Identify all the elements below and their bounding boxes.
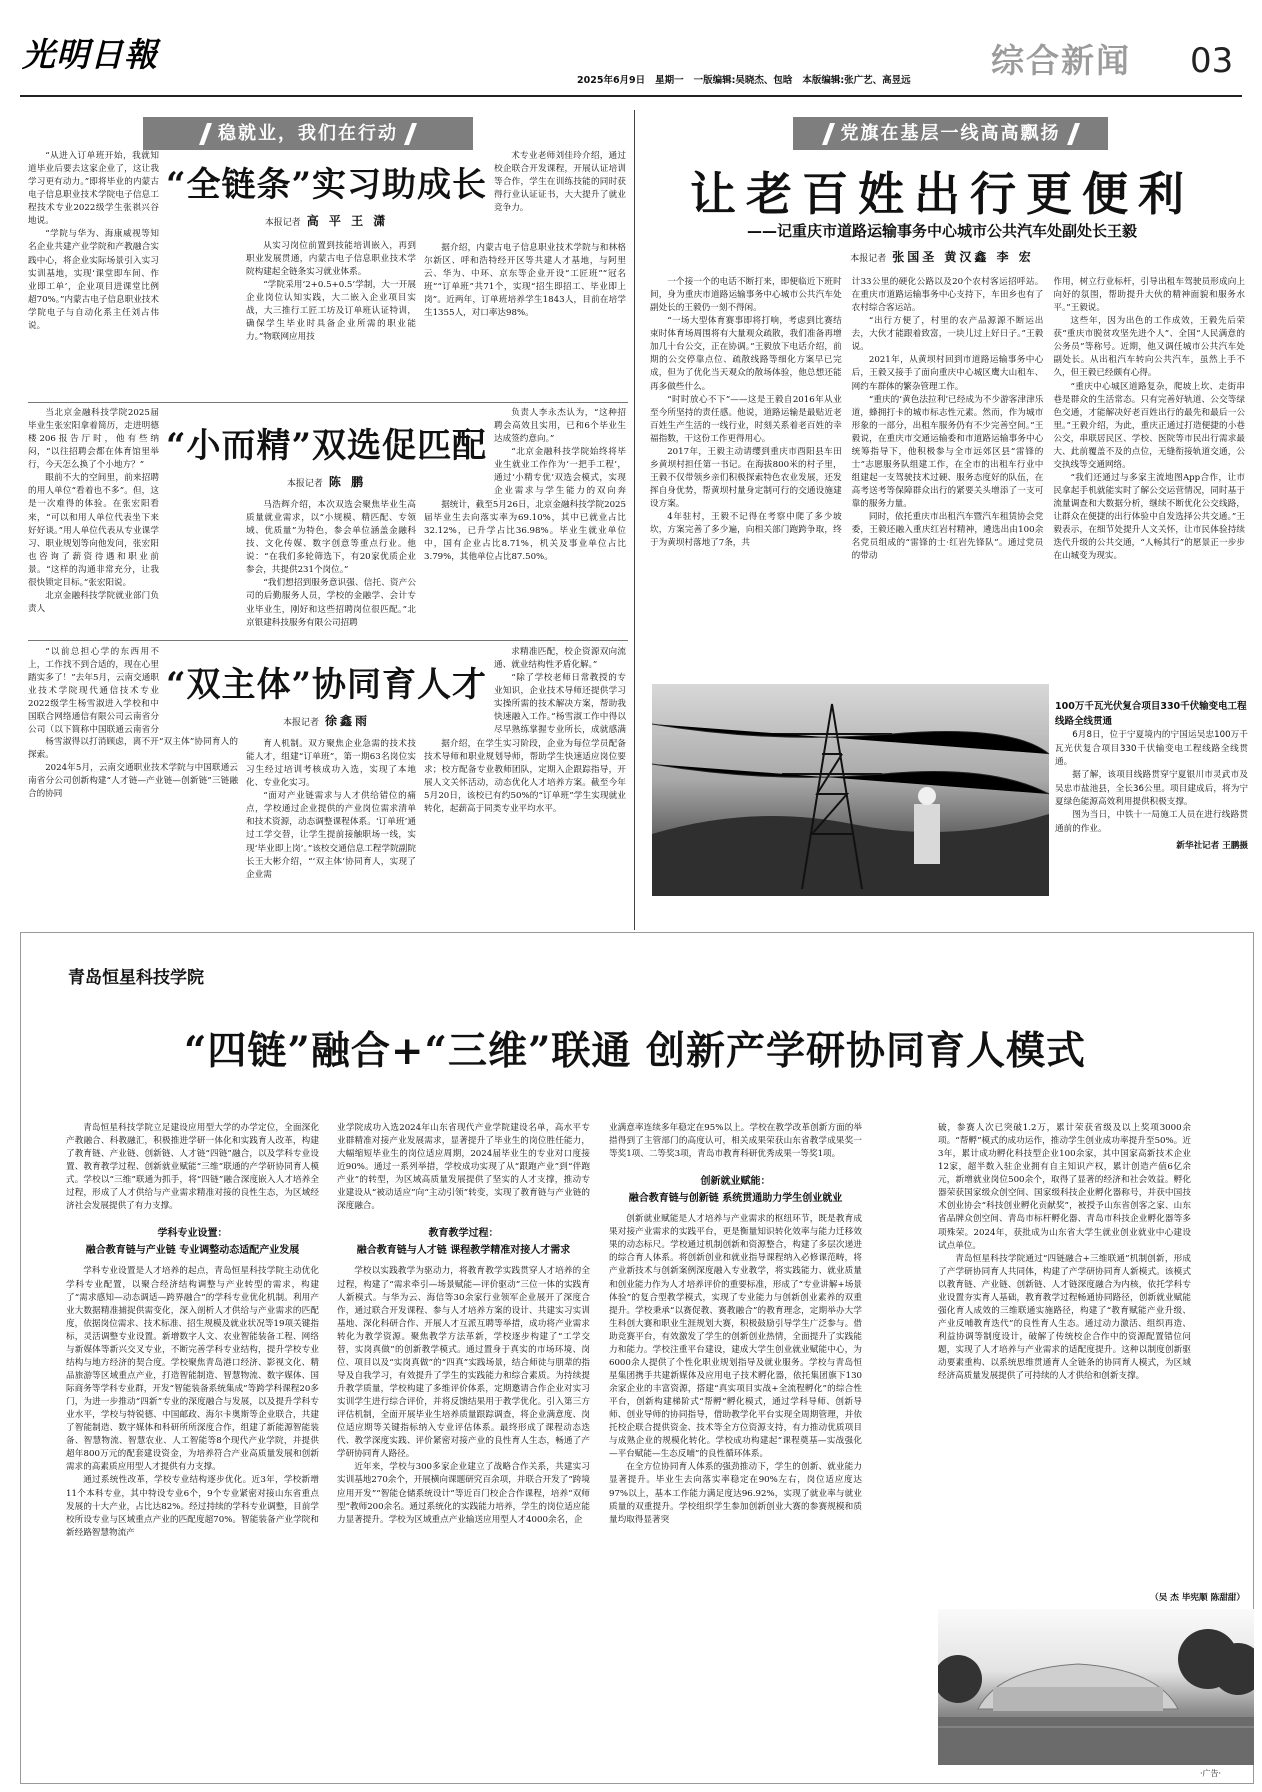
article-4-body [650,276,1245,676]
article-4-col2 [852,276,1044,676]
paragraph: 2024年5月，云南交通职业技术学院与中国联通云南省分公司创新构建“人才链—产业链—创新链”三链融合的协同 [28,763,238,800]
article-2-col3 [494,407,626,499]
paragraph: “重庆的‘黄色法拉利’已经成为不少游客津津乐道，蜂拥打卡的城市标志性元素。然而，作为城市形象的一部分，出租车服务仍有不少完善空间。”王毅说，在重庆市交通运输委和市道路运输事务中心统筹指导下，他积极参与全市远郊区县“雷锋的士”志愿服务队组建工作，在全市的出租车行业中组建起一支驾驶技术过硬、服务态度好的队伍，在高考送考等保障群众出行的紧要关头增添了一支可靠的服务力量。 [851,394,1044,510]
paragraph: 据介绍，在学生实习阶段，企业为每位学员配备技术导师和职业规划导师，帮助学生快速适应岗位要求；校方配备专业教师团队，定期入企跟踪指导，开展人文关怀活动，动态优化人才培养方案。截至今年5月20日，该校已有约50%的“订单班”学生实现就业转化，起薪高于同类专业平均水平。 [424,739,626,815]
paragraph: 近年来，学校与300多家企业建立了战略合作关系，共建实习实训基地270余个，开展横向课题研究百余项，并联合开发了“跨境应用开发”“智能仓储系统设计”等近百门校企合作课程，培养“双师型”教师200余名。通过系统化的实践能力培养，学生的岗位适应能力显著提升。学校为区域重点产业输送应用型人才4000余名，企 [337,1462,590,1525]
paragraph: 4年驻村，王毅不记得在考察中爬了多少坡坎，方案完善了多少遍，向相关部门跑跨争取，终于为黄坝村落地了7条，共 [650,512,842,549]
paragraph: 北京金融科技学院就业部门负责人 [28,590,159,614]
paragraph: 创新就业赋能是人才培养与产业需求的枢纽环节，既是教育成果对接产业需求的实践平台，更是衡量知识转化效率与能力迁移效果的动态标尺。学校通过机制创新和资源整合，构建了多层次递进的综合育人体系。将创新创业和就业指导课程纳入必修课范畴，将产业新技术与创新案例深度融入专业教学，将实践能力、就业质量和创业能力作为人才培养评价的重要标准，形成了“专业讲解+场景体验”的复合型教学模式，实现了专业能力与创新创业素养的双重提升。学校秉承“以赛促教、赛教融合”的教育理念，定期举办大学生科创大赛和职业生涯规划大赛，积极鼓励引导学生广泛参与。借助竞赛平台，有效激发了学生的创新创业热情，全面提升了实践能力和能力。学校注重平台建设，建成大学生创业就业赋能中心，为6000余人提供了个性化职业规划指导及就业服务。学校与青岛恒星集团携手共建新媒体及应用电子技术孵化器，依托集团旗下130余家企业的丰富资源，搭建“真实项目实战+全流程孵化”的综合性平台，创新构建梯阶式“帮孵”孵化模式，通过学科导师、创新导师、创业导师的协同指导，借助教学化平台实现全周期管理，并依托校企联合提供资金、技术等全方位资源支持，有力推动优质项目与成熟企业的规模化转化。学校成功构建起“课程奠基—实战强化—平台赋能—生态反哺”的良性循环体系。 [609,1214,862,1460]
article-1-byline [164,212,489,228]
paragraph: 2017年，王毅主动请缨到重庆市酉阳县车田乡黄坝村担任第一书记。在海拔800米的村子里，王毅不仅带领乡亲们积极探索特色农业发展，还发挥自身优势，帮黄坝村量身定制可行的交通设施建设方案。 [650,446,842,510]
power-tower-illustration [652,684,1049,896]
article-4-title: 让老百姓出行更便利 [690,167,1194,218]
date: 2025年6月9日 [577,75,646,86]
paragraph: 学科专业设置是人才培养的起点，青岛恒星科技学院主动优化学科专业配置，以聚合经济结构调整与产业转型的需求，构建了“需求感知—动态调适—跨界融合”的学科专业优化机制。利用产业大数据精准捕捉供需变化，深入剖析人才供给与产业需求的匹配度，依据岗位需求、技术标准、招生规模及就业状况等19项关键指标，灵活调整专业设置。新增数字人文、农业智能装备工程、网络与新媒体等新兴交叉专业，不断完善学科专业结构，提升学校专业结构与地方经济的契合度。学校聚焦青岛港口经济、影视文化、精品旅游等区域重点产业，打造智能制造、智慧物流、数字媒体、国际商务等学科专业群，开发“智能装备系统集成”等跨学科课程20多门，为进一步推动“四新”专业的深度融合与发展，以及提升学科专业水平，学校与特锐德、中国邮政、海尔卡奥斯等企业联合，共建了智能制造、数字媒体和科研所所深度合作，组建了新能源智能装备、智慧物流、智慧农业、人工智能等8个现代产业学院，并提供超年800万元的配套建设资金，为培养符合产业高质量发展和创新需求的高素质应用型人才提供有力支撑。 [66,1266,319,1473]
section-editors: 本版编辑:张广艺、高昱远 [802,75,911,86]
article-3-intro [28,646,159,736]
paragraph: 学校以实践教学为驱动力，将教育教学实践贯穿人才培养的全过程，构建了“需求牵引—场景赋能—评价驱动”三位一体的实践育人新模式。与华为云、海信等30余家行业领军企业展开了深度合作，通过联合开发课程、参与人才培养方案的设计、共建实习实训基地、深化科研合作、开展人才互派互聘等举措，成功将产业需求转化为教学资源。聚焦教学方法革新，学校逐步构建了“工学交替，实岗真做”的创新教学模式。通过置身于真实的市场环境、岗位、项目以及“实岗真做”的“四真”实践场景，结合师徒与朋辈的指导及自我学习，有效提升了学生的实践能力和综合素质。为持续提升教学质量，学校构建了多维评价体系，定期邀请合作企业对实习实训学生进行综合评价，并将反馈结果用于教学优化。引入第三方评估机制，全面开展毕业生培养质量跟踪调查，将企业满意度、岗位适应期等关键指标纳入专业评估体系。最终形成了课程动态迭代、教学深度实践、评价紧密对接产业的良性育人生态，畅通了产学研协同育人路径。 [337,1266,590,1460]
campus-building-illustration [938,1609,1254,1765]
paragraph: 负责人李永杰认为，“这种招聘会高效且实用，已和6个毕业生达成签约意向。” [494,408,626,445]
paragraph: “我们还通过与多家主流地图App合作，让市民拿起手机就能实时了解公交运营情况，同时基于流量调查和大数据分析，继续不断优化公交线路，让群众在便捷的出行体验中自发选择公共交通。”王毅表示，在细节处提升人文关怀，让市民体验持续迭代升级的公共交通，“人畅其行”的愿景正一步步在山城变为现实。 [1053,472,1245,562]
left-rubric [143,117,473,150]
caption-line: 图为当日，中铁十一局施工人员在进行线路贯通前的作业。 [1055,810,1248,834]
ad-authors: （吴 杰 毕宪顺 陈甜甜） [1150,1593,1245,1603]
paragraph: 青岛恒星科技学院立足建设应用型大学的办学定位，全面深化产教融合、科教融汇，积极推进学研一体化和实践育人改革，构建了教育链、产业链、创新链、人才链“四链”融合，以及学科专业设置、教育教学过程、创新就业赋能“三维”联通的产学研协同育人模式。学校以“三维”联通为抓手，将“四链”融合深度嵌入人才培养全过程，形成了人才供给与产业需求精准对接的良性生态，为区域经济社会发展提供了有力支撑。 [66,1123,319,1212]
ad-col2 [337,1122,590,1774]
paragraph: 计33公里的硬化公路以及20个农村客运招呼站。在重庆市道路运输事务中心支持下，车田乡也有了农村综合客运站。 [851,277,1044,314]
reporters: 张国圣 黄汉鑫 李 宏 [892,250,1034,264]
paragraph: 通过系统性改革，学校专业结构逐步优化。近3年，学校新增11个本科专业，其中特设专业6个，9个专业紧密对接山东省重点发展的十大产业，占比达82%。经过持续的学科专业调整，目前学校所设专业与区域重点产业的匹配度超70%。智能装备产业学院和新经路智慧物流产 [66,1475,319,1538]
article-2-col2 [246,499,416,637]
caption-line: 据了解，该项目线路贯穿宁夏银川市灵武市及吴忠市盐池县，全长36公里。项目建成后，将为宁夏绿色能源高效利用提供积极支撑。 [1055,770,1248,807]
paragraph: “除了学校老师日常教授的专业知识，企业技术导师还提供学习实操所需的技术解决方案，帮助我快速融入工作。”杨雪淑工作中得以尽早熟练掌握专业所长，成就感满 [494,673,626,736]
paragraph: “出行方便了，村里的农产品源源不断运出去，大伙才能跟着致富，一块儿过上好日子。”王毅说。 [851,316,1044,353]
paragraph: “从进入订单班开始，我就知道毕业后要去这家企业了，这让我学习更有动力。”即将毕业的内蒙古电子信息职业技术学院电子信息工程技术专业2022级学生张祺兴谷地说。 [28,151,159,227]
article-2-title: “小而精”双选促匹配 [165,426,488,466]
ad-subhead-3: 创新就业赋能： 融合教育链与创新链 系统贯通助力学生创业就业 [628,1176,843,1205]
reporters: 徐鑫雨 [325,714,371,728]
page-number: 03 [1190,41,1234,81]
paragraph: “学院采用‘2+0.5+0.5’学制，大一开展企业岗位认知实践，大二嵌入企业项目实战，大三推行工匠工坊及订单班认证特训，确保学生毕业时具备企业所需的职业能力。”物联网应用技 [246,280,416,343]
paragraph: 青岛恒星科技学院通过“四链融合+三维联通”机制创新，形成了产学研协同育人共同体，构建了产学研协同育人新模式。该模式以教育链、产业链、创新链、人才链深度融合为内核，依托学科专业设置夯实育人基础，教育教学过程畅通协同路径，创新就业赋能强化育人成效的三维联通实施路径，构建了“教育赋能产业升级、产业反哺教育迭代”的良性育人生态。通过动力激活、组织再造、利益协调等制度设计，破解了传统校企合作中的资源配置错位问题，实现了人才培养与产业需求的适配度提升。这种以制度创新驱动要素重构、以系统思维贯通育人全链条的协同育人模式，为区域经济高质量发展提供了可持续的人才供给和创新支撑。 [938,1253,1191,1382]
reporter-label: 本报记者 [850,254,887,264]
paragraph: “一场大型体育赛事即将打响，考虑到比赛结束时体育场周围将有大量观众疏散，我们准备再增加几十台公交，正在协调。”王毅放下电话介绍，前期的公交停靠点位、疏散线路等细化方案早已完成，但为了优化当天观众的散场体验，他总想还能再多做些什么。 [650,316,842,392]
paragraph: “我们想招到服务意识强、信托、资产公司的后勤服务人员，学校的金融学、会计专业毕业生，刚好和这些招聘岗位很匹配。”北京银建科技服务有限公司招聘 [246,578,416,628]
ad-subhead-1: 学科专业设置： 融合教育链与产业链 专业调整动态适配产业发展 [85,1228,300,1257]
paragraph: 业满意率连续多年稳定在95%以上。学校在教学改革创新方面的举措得到了主管部门的高度认可，相关成果荣获山东省教学成果奖一等奖1项、二等奖3项，青岛市教育科研优秀成果一等奖1项。 [609,1123,862,1160]
article-2-byline [164,473,489,489]
article-3-col3b [424,738,626,926]
reporters: 陈 鹏 [328,475,367,489]
paragraph: 当北京金融科技学院2025届毕业生张宏阳拿着简历，走进明德楼206报告厅时，他有些纳闷，“以往招聘会都在体育馆里举行，今天怎么换了个小地方？” [28,408,159,471]
photo-caption [1055,700,1248,896]
article-2-intro [28,407,159,637]
masthead-rule [20,95,1242,97]
paragraph: “北京金融科技学院始终将毕业生就业工作作为‘一把手工程’，通过‘小精专优’双选会模式，实现企业需求与学生能力的双向奔 [494,447,626,497]
article-3 [28,646,626,926]
paragraph: 一个接一个的电话不断打来，即便临近下班时间，身为重庆市道路运输事务中心城市公共汽车处副处长的王毅仍一刻不得闲。 [650,277,842,314]
paragraph: 术专业老师刘佳玲介绍，通过校企联合开发课程，开展认证培训等合作，学生在训练技能的同时获得行业认证证书，大大提升了就业竞争力。 [494,151,626,214]
issue-date [577,74,987,88]
article-1-col3b [424,242,626,400]
article-2-col3b [424,499,626,637]
paragraph: “学院与华为、海康威视等知名企业共建产业学院和产教融合实践中心，将企业实际场景引入实习实训基地，实现‘课堂即车间、作业即工单’，企业项目进课堂比例超70%。”内蒙古电子信息职业技术学院电子与自动化系主任刘占伟说。 [28,229,159,331]
article-1-title: “全链条”实习助成长 [165,165,488,205]
paragraph: “以前总担心学的东西用不上，工作找不到合适的，现在心里踏实多了！”去年5月，云南交通职业技术学院现代通信技术专业2022级学生杨雪淑进入学校和中国联合网络通信有限公司云南省分公司（以下简称中国联通云南省分 [28,647,159,736]
article-1 [28,150,626,400]
article-4-byline [642,248,1242,266]
reporter-label: 本报记者 [282,718,319,728]
reporters: 高 平 王 潇 [306,214,389,228]
article-4-col1 [650,276,842,676]
paragraph: 破，参赛人次已突破1.2万，累计荣获省级及以上奖项3000余项。“帮孵”模式的成功运作，推动学生创业成功率提升至50%。近3年，累计成功孵化科技型企业100余家，其中国家高新技术企业12家，超半数入驻企业拥有自主知识产权，累计创造产值6亿余元，新增就业岗位500余个，取得了显著的经济和社会效益。孵化器荣获国家级众创空间、国家级科技企业孵化器称号，并获中国技术创业协会“科技创业孵化贡献奖”，被授予山东省创客之家、山东省品牌众创空间、青岛市标杆孵化器、青岛市科技企业孵化器等多项殊荣。2024年，获批成为山东省大学生就业创业就业中心建设试点单位。 [938,1123,1191,1251]
paragraph: 同时，依托重庆市出租汽车暨汽车租赁协会党委，王毅还融入重庆红岩村精神，遴选出由100余名党员组成的“雷锋的士·红岩先锋队”。通过党员的带动 [851,512,1044,562]
article-divider [28,402,628,403]
paragraph: “重庆中心城区道路复杂，爬坡上坎、走街串巷是群众的生活常态。只有完善好轨道、公交等绿色交通，才能解决好老百姓出行的最先和最后一公里。”王毅介绍，为此，重庆正通过打造便捷的小巷公交，串联居民区、学校、医院等市民出行需求最大、此前覆盖不及的点位，无缝衔接轨道交通，公交执线等交通网络。 [1053,381,1245,470]
reporter-label: 本报记者 [286,479,323,489]
weekday: 星期一 [655,75,684,86]
article-4-subtitle: ——记重庆市道路运输事务中心城市公共汽车处副处长王毅 [746,222,1137,240]
article-1-col3 [494,150,626,242]
paragraph: 业学院成功入选2024年山东省现代产业学院建设名单，高水平专业群精准对接产业发展需求，显著提升了毕业生的岗位胜任能力，大幅缩短毕业生的岗位适应周期，2024届毕业生的专业对口度接近90%。通过一系列举措，学校成功实现了从“跟跑产业”到“伴跑产业”的转型，为区域高质量发展提供了坚实的人才支撑，推动专业建设从“被动适应”向“主动引领”转变，实现了教育链与产业链的深度融合。 [337,1123,590,1212]
ad-institution: 青岛恒星科技学院 [68,968,204,988]
paragraph: “面对产业链需求与人才供给错位的痛点，学校通过企业提供的产业岗位需求清单和技术资源，动态调整课程体系。‘订单班’通过工学交替，让学生提前接触职场一线，实现‘毕业即上岗’。”该校交通信息工程学院副院长王大彬介绍，“‘双主体’协同育人，实现了企业需 [246,791,416,880]
caption-title: 100万千瓦光伏复合项目330千伏输变电工程线路全线贯通 [1055,701,1247,727]
ad-subhead-2: 教育教学过程： 融合教育链与人才链 课程教学精准对接人才需求 [356,1228,571,1257]
article-2 [28,407,626,637]
paragraph: 据介绍，内蒙古电子信息职业技术学院与和林格尔新区、呼和浩特经开区等共建人才基地，与阿里云、华为、中环、京东等企业开设“工匠班”“冠名班”“订单班”共71个，实现“招生即招工、毕业即上岗”。近两年，订单班培养学生1843人，目前在培学生1355人，对口率达98%。 [424,243,626,319]
section-name: 综合新闻 [991,41,1131,80]
paragraph: 这些年，因为出色的工作成效，王毅先后荣获“重庆市脱贫攻坚先进个人”、全国“人民满意的公务员”等称号。近期，他又调任城市公共汽车处副处长。从出租汽车转向公共汽车，虽然上手不久，但王毅已经颇有心得。 [1053,316,1245,379]
ad-col4 [938,1122,1191,1600]
news-photo-power-tower [652,684,1049,896]
photo-credit: 新华社记者 王鹏摄 [1176,840,1248,851]
paragraph: 从实习岗位前置到技能培训嵌入，再到职业发展贯通，内蒙古电子信息职业技术学院构建起全链条实习就业体系。 [246,241,416,278]
campus-photo [938,1609,1254,1765]
article-3-col3 [494,646,626,738]
ad-col1 [66,1122,319,1774]
paragraph: 据统计，截至5月26日，北京金融科技学院2025届毕业生去向落实率为69.10%，其中已就业占比32.12%，已升学占比36.98%。毕业生就业单位中，国有企业占比8.71%，机关及事业单位占比3.79%，其他单位占比87.50%。 [424,500,626,563]
ad-headline: “四链”融合+“三维”联通 创新产学研协同育人模式 [184,1028,1086,1074]
left-rubric-text: 稳就业，我们在行动 [218,122,398,144]
article-3-byline [164,712,489,728]
reporter-label: 本报记者 [264,218,301,228]
ad-label: ·广告· [1200,1769,1222,1778]
article-4-col3 [1053,276,1245,676]
ad-col3 [609,1122,862,1774]
paragraph: 在全方位协同育人体系的强劲推动下，学生的创新、就业能力显著提升。毕业生去向落实率稳定在90%左右，岗位适应度达97%以上，基本工作能力满足度达96.92%，实现了就业率与就业质量的双重提升。学校组织学生参加创新创业大赛的参赛规模和质量均取得显著突 [609,1462,862,1525]
paragraph: 眼前不大的空间里，前来招聘的用人单位“看着也不多”。但，这是一次难得的体验。在张宏阳看来，“可以和用人单位代表坐下来好好谈。”用人单位代表从专业课学习、职业规划等向他发问，张宏阳也咨询了薪资待遇和职业前景。“这样的沟通非常充分，让我很快锁定目标。”张宏阳说。 [28,473,159,588]
paragraph: 2021年，从黄坝村回到市道路运输事务中心后，王毅又接手了面向重庆中心城区鹰大山租车、网约车群体的繁杂管理工作。 [851,355,1044,392]
article-3-title: “双主体”协同育人才 [165,665,488,705]
paragraph: 杨雪淑得以打消顾虑，离不开“双主体”协同育人的探索。 [28,737,238,761]
article-divider [28,640,628,641]
front-editors: 一版编辑:吴晓杰、包晗 [693,75,793,86]
paragraph: “时时放心不下”——这是王毅自2016年从业至今所坚持的责任感。他说，道路运输是最贴近老百姓生产生活的一线行业，时刻关系着老百姓的幸福指数，干这份工作更得用心。 [650,394,842,444]
paragraph: 育人机制。双方聚焦企业急需的技术技能人才，组建“订单班”，第一期63名岗位实习生经过培训考核成功入选，实现了本地化、专业化实习。 [246,739,416,789]
newspaper-logo: 光明日報 [22,35,158,74]
article-3-intro-wide [28,736,238,926]
right-rubric [793,117,1108,150]
article-3-col2 [246,738,416,926]
caption-line: 6月8日，位于宁夏境内的宁国运吴忠100万千瓦光伏复合项目330千伏输变电工程线路全线贯通。 [1055,730,1248,768]
paragraph: 作用，树立行业标杆，引导出租车驾驶员形成向上向好的氛围，帮助提升大伙的精神面貌和服务水平。”王毅说。 [1053,277,1245,314]
paragraph: 马浩辉介绍，本次双选会聚焦毕业生高质量就业需求，以“小规模、精匹配、专领域、优质量”为特色，参会单位涵盖金融科技、文化传媒、数字创意等重点行业。他说：“在我们多轮筛选下，有20家优质企业参会，共提供231个岗位。” [246,500,416,576]
right-rubric-text: 党旗在基层一线高高飘扬 [840,122,1061,144]
article-1-col2 [246,240,416,400]
paragraph: 求精准匹配，校企资源双向流通、就业结构性矛盾化解。” [494,647,626,671]
column-divider [634,110,635,930]
article-1-intro [28,150,159,400]
